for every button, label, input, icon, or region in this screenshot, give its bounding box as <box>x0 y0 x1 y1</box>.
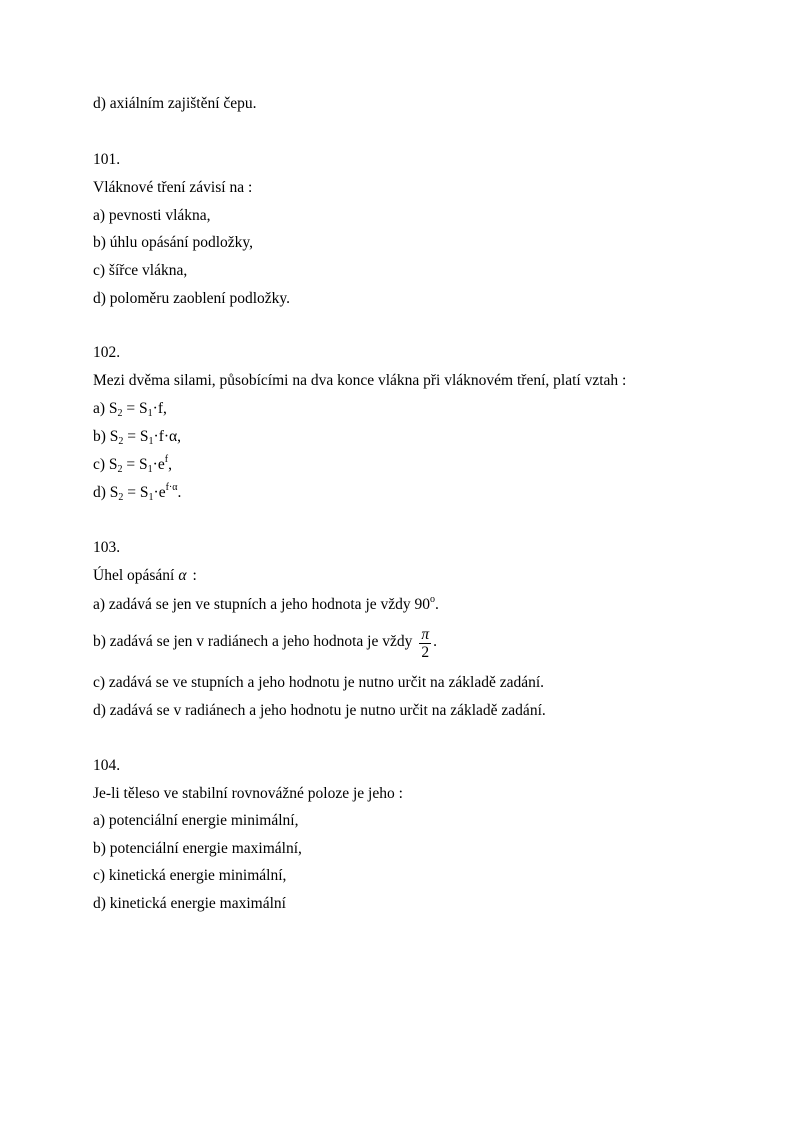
question-number: 101. <box>93 151 121 168</box>
question-text: Vláknové tření závisí na : <box>93 179 253 196</box>
answer-d: d) zadává se v radiánech a jeho hodnotu je nutno určit na základě zadání. <box>93 702 546 719</box>
answer-a: a) zadává se jen ve stupních a jeho hodnota je vždy 90$^o$. <box>93 594 439 613</box>
question-number: 103. <box>93 539 121 556</box>
answer-d: d) kinetická energie maximální <box>93 895 286 912</box>
question-text: Je-li těleso ve stabilní rovnovážné poloze je jeho : <box>93 785 403 802</box>
answer-a: a) potenciální energie minimální, <box>93 812 299 829</box>
answer-c: c) $S_2 = S_1\cdot e^f$, <box>93 454 172 475</box>
answer-d: d) poloměru zaoblení podložky. <box>93 290 290 307</box>
alpha-symbol: α <box>178 567 187 584</box>
answer-c: c) šířce vlákna, <box>93 262 188 279</box>
answer-a: a) $S_2 = S_1\cdot f$, <box>93 400 167 419</box>
question-number: 102. <box>93 344 121 361</box>
answer-c: c) zadává se ve stupních a jeho hodnotu je nutno určit na základě zadání. <box>93 674 545 691</box>
answer-b: b) úhlu opásání podložky, <box>93 234 253 251</box>
pi-over-two-fraction: $\frac{\pi}{2}$ <box>421 626 430 661</box>
question-text: Úhel opásání α : <box>93 567 197 584</box>
prev-answer-d: d) axiálním zajištění čepu. <box>93 95 257 112</box>
answer-b: b) potenciální energie maximální, <box>93 840 302 857</box>
question-text: Mezi dvěma silami, působícími na dva konce vlákna při vláknovém tření, platí vztah : <box>93 372 627 389</box>
answer-b: b) zadává se jen v radiánech a jeho hodnota je vždy $\frac{\pi}{2}$ . <box>93 626 437 661</box>
answer-c: c) kinetická energie minimální, <box>93 867 287 884</box>
answer-d: d) $S_2 = S_1\cdot e^{f\cdot\alpha}$. <box>93 482 182 503</box>
answer-b: b) $S_2 = S_1\cdot f\cdot\alpha$, <box>93 428 182 447</box>
answer-a: a) pevnosti vlákna, <box>93 207 211 224</box>
question-number: 104. <box>93 757 121 774</box>
